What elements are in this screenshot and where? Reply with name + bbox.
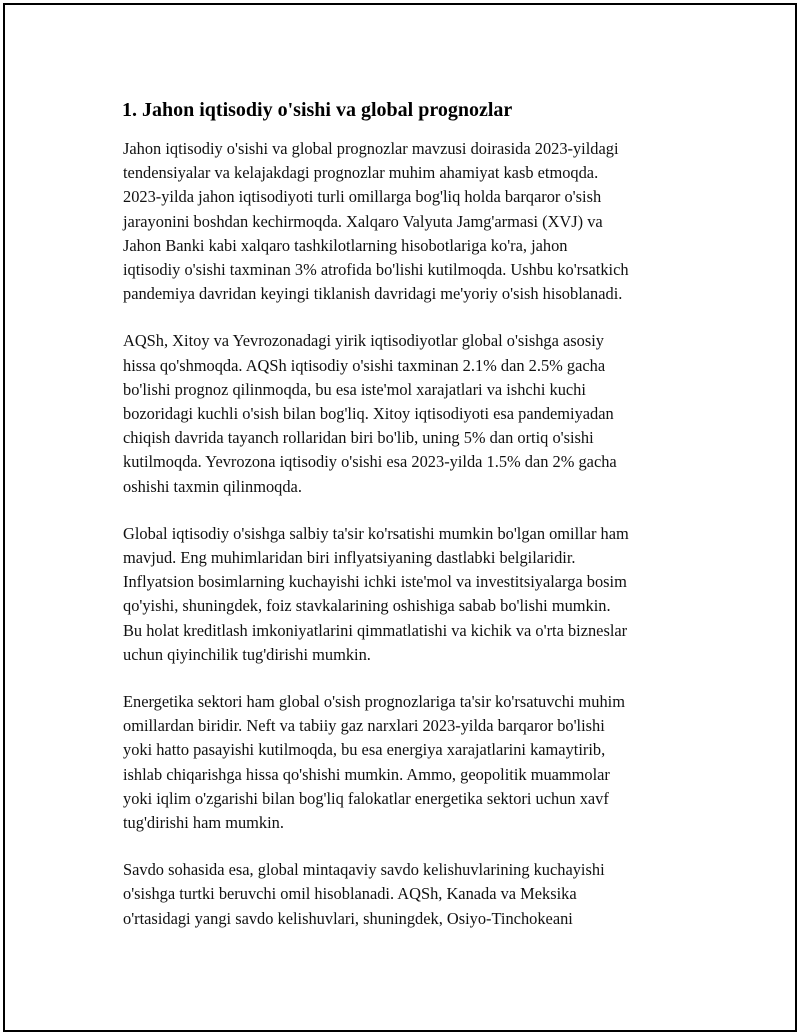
text-line: tendensiyalar va kelajakdagi prognozlar muhim ahamiyat kasb etmoqda. — [123, 163, 599, 183]
text-line: bo'lishi prognoz qilinmoqda, bu esa iste'mol xarajatlari va ishchi kuchi — [123, 379, 586, 399]
text-line: uchun qiyinchilik tug'dirishi mumkin. — [123, 644, 371, 664]
text-line: jarayonini boshdan kechirmoqda. Xalqaro Valyuta Jamg'armasi (XVJ) va — [123, 211, 603, 231]
text-line: 2023-yilda jahon iqtisodiyoti turli omillarga bog'liq holda barqaror o'sish — [123, 187, 602, 207]
text-line: bozoridagi kuchli o'sish bilan bog'liq. Xitoy iqtisodiyoti esa pandemiyadan — [123, 404, 614, 424]
text-line: Bu holat kreditlash imkoniyatlarini qimmatlatishi va kichik va o'rta bizneslar — [123, 620, 628, 640]
text-line: tug'dirishi ham mumkin. — [123, 813, 284, 833]
section-heading: 1. Jahon iqtisodiy o'sishi va global prognozlar — [122, 99, 513, 121]
text-line: mavjud. Eng muhimlaridan biri inflyatsiyaning dastlabki belgilaridir. — [123, 548, 576, 568]
text-line: Savdo sohasida esa, global mintaqaviy savdo kelishuvlarining kuchayishi — [123, 860, 605, 880]
text-line: ishlab chiqarishga hissa qo'shishi mumkin. Ammo, geopolitik muammolar — [123, 764, 610, 784]
document-body — [119, 97, 719, 954]
text-line: Jahon iqtisodiy o'sishi va global prognozlar mavzusi doirasida 2023-yildagi — [123, 139, 619, 158]
text-line: Energetika sektori ham global o'sish prognozlariga ta'sir ko'rsatuvchi muhim — [123, 692, 625, 712]
text-line: chiqish davrida tayanch rollaridan biri bo'lib, uning 5% dan ortiq o'sishi — [123, 428, 594, 448]
text-line: oshishi taxmin qilinmoqda. — [123, 476, 302, 496]
text-line: qo'yishi, shuningdek, foiz stavkalarining oshishiga sabab bo'lishi mumkin. — [123, 596, 611, 616]
text-line: AQSh, Xitoy va Yevrozonadagi yirik iqtisodiyotlar global o'sishga asosiy — [123, 331, 604, 351]
paragraph-2 — [123, 329, 719, 498]
text-line: Inflyatsion bosimlarning kuchayishi ichki iste'mol va investitsiyalarga bosim — [123, 572, 627, 592]
text-line: hissa qo'shmoqda. AQSh iqtisodiy o'sishi taxminan 2.1% dan 2.5% gacha — [123, 355, 606, 375]
text-line: iqtisodiy o'sishi taxminan 3% atrofida bo'lishi kutilmoqda. Ushbu ko'rsatkich — [123, 260, 629, 280]
paragraph-5 — [123, 858, 719, 931]
paragraph-3 — [123, 522, 719, 667]
paragraph-1 — [123, 137, 719, 306]
text-line: omillardan biridir. Neft va tabiiy gaz narxlari 2023-yilda barqaror bo'lishi — [123, 716, 605, 736]
paragraph-4 — [123, 690, 719, 835]
text-line: yoki iqlim o'zgarishi bilan bog'liq falokatlar energetika sektori uchun xavf — [123, 788, 609, 808]
text-line: o'sishga turtki beruvchi omil hisoblanadi. AQSh, Kanada va Meksika — [123, 884, 577, 904]
text-line: pandemiya davridan keyingi tiklanish davridagi me'yoriy o'sish hisoblanadi. — [123, 284, 623, 304]
document-page — [3, 3, 797, 1032]
text-line: Global iqtisodiy o'sishga salbiy ta'sir ko'rsatishi mumkin bo'lgan omillar ham — [123, 523, 629, 543]
text-line: o'rtasidagi yangi savdo kelishuvlari, shuningdek, Osiyo-Tinchokeani — [123, 908, 573, 928]
text-line: kutilmoqda. Yevrozona iqtisodiy o'sishi esa 2023-yilda 1.5% dan 2% gacha — [123, 452, 617, 472]
text-line: Jahon Banki kabi xalqaro tashkilotlarning hisobotlariga ko'ra, jahon — [123, 235, 568, 255]
text-line: yoki hatto pasayishi kutilmoqda, bu esa energiya xarajatlarini kamaytirib, — [123, 740, 606, 760]
